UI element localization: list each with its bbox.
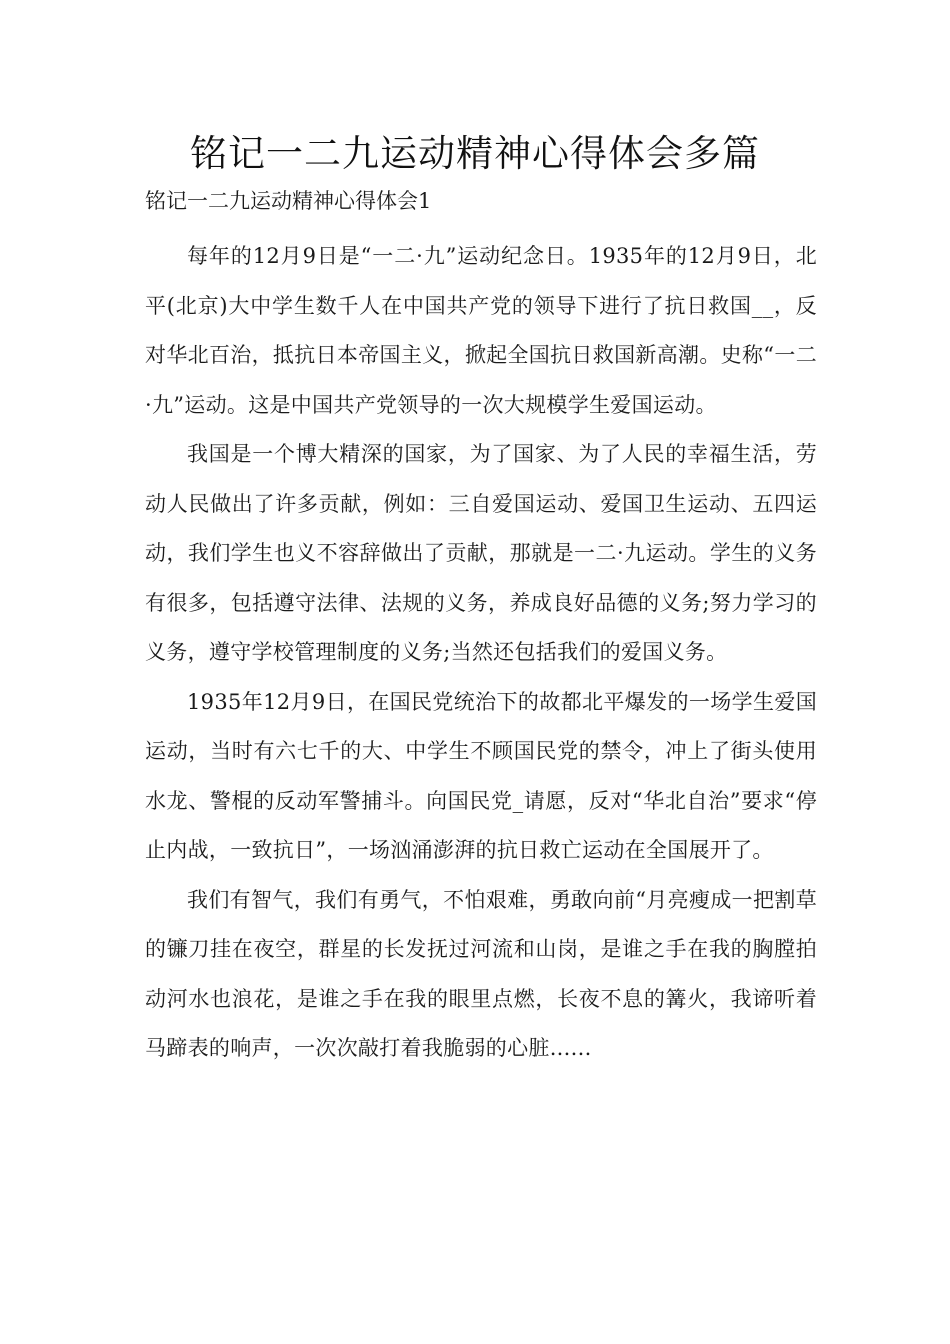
document-title: 铭记一二九运动精神心得体会多篇 [190,132,760,175]
paragraph-4: 我们有智气，我们有勇气，不怕艰难，勇敢向前“月亮瘦成一把割草的镰刀挂在夜空，群星的长发抚过河流和山岗，是谁之手在我的胸膛拍动河水也浪花，是谁之手在我的眼里点燃，长夜不息的篝火，我谛听着马蹄表的响声，一次次敲打着我脆弱的心脏...... [145,887,817,1060]
document-body [145,232,817,1074]
paragraph-3: 1935年12月9日，在国民党统治下的故都北平爆发的一场学生爱国运动，当时有六七千的大、中学生不顾国民党的禁令，冲上了街头使用水龙、警棍的反动军警捕斗。向国民党_请愿，反对“华北自治”要求“停止内战，一致抗日”，一场汹涌澎湃的抗日救亡运动在全国展开了。 [145,689,817,862]
paragraph-1: 每年的12月9日是“一二·九”运动纪念日。1935年的12月9日，北平(北京)大中学生数千人在中国共产党的领导下进行了抗日救国__，反对华北百治，抵抗日本帝国主义，掀起全国抗日救国新高潮。史称“一二·九”运动。这是中国共产党领导的一次大规模学生爱国运动。 [145,244,817,417]
section-heading: 铭记一二九运动精神心得体会1 [145,189,432,213]
paragraph-2: 我国是一个博大精深的国家，为了国家、为了人民的幸福生活，劳动人民做出了许多贡献，例如：三自爱国运动、爱国卫生运动、五四运动，我们学生也义不容辞做出了贡献，那就是一二·九运动。学生的义务有很多，包括遵守法律、法规的义务，养成良好品德的义务;努力学习的义务，遵守学校管理制度的义务;当然还包括我们的爱国义务。 [145,442,817,664]
